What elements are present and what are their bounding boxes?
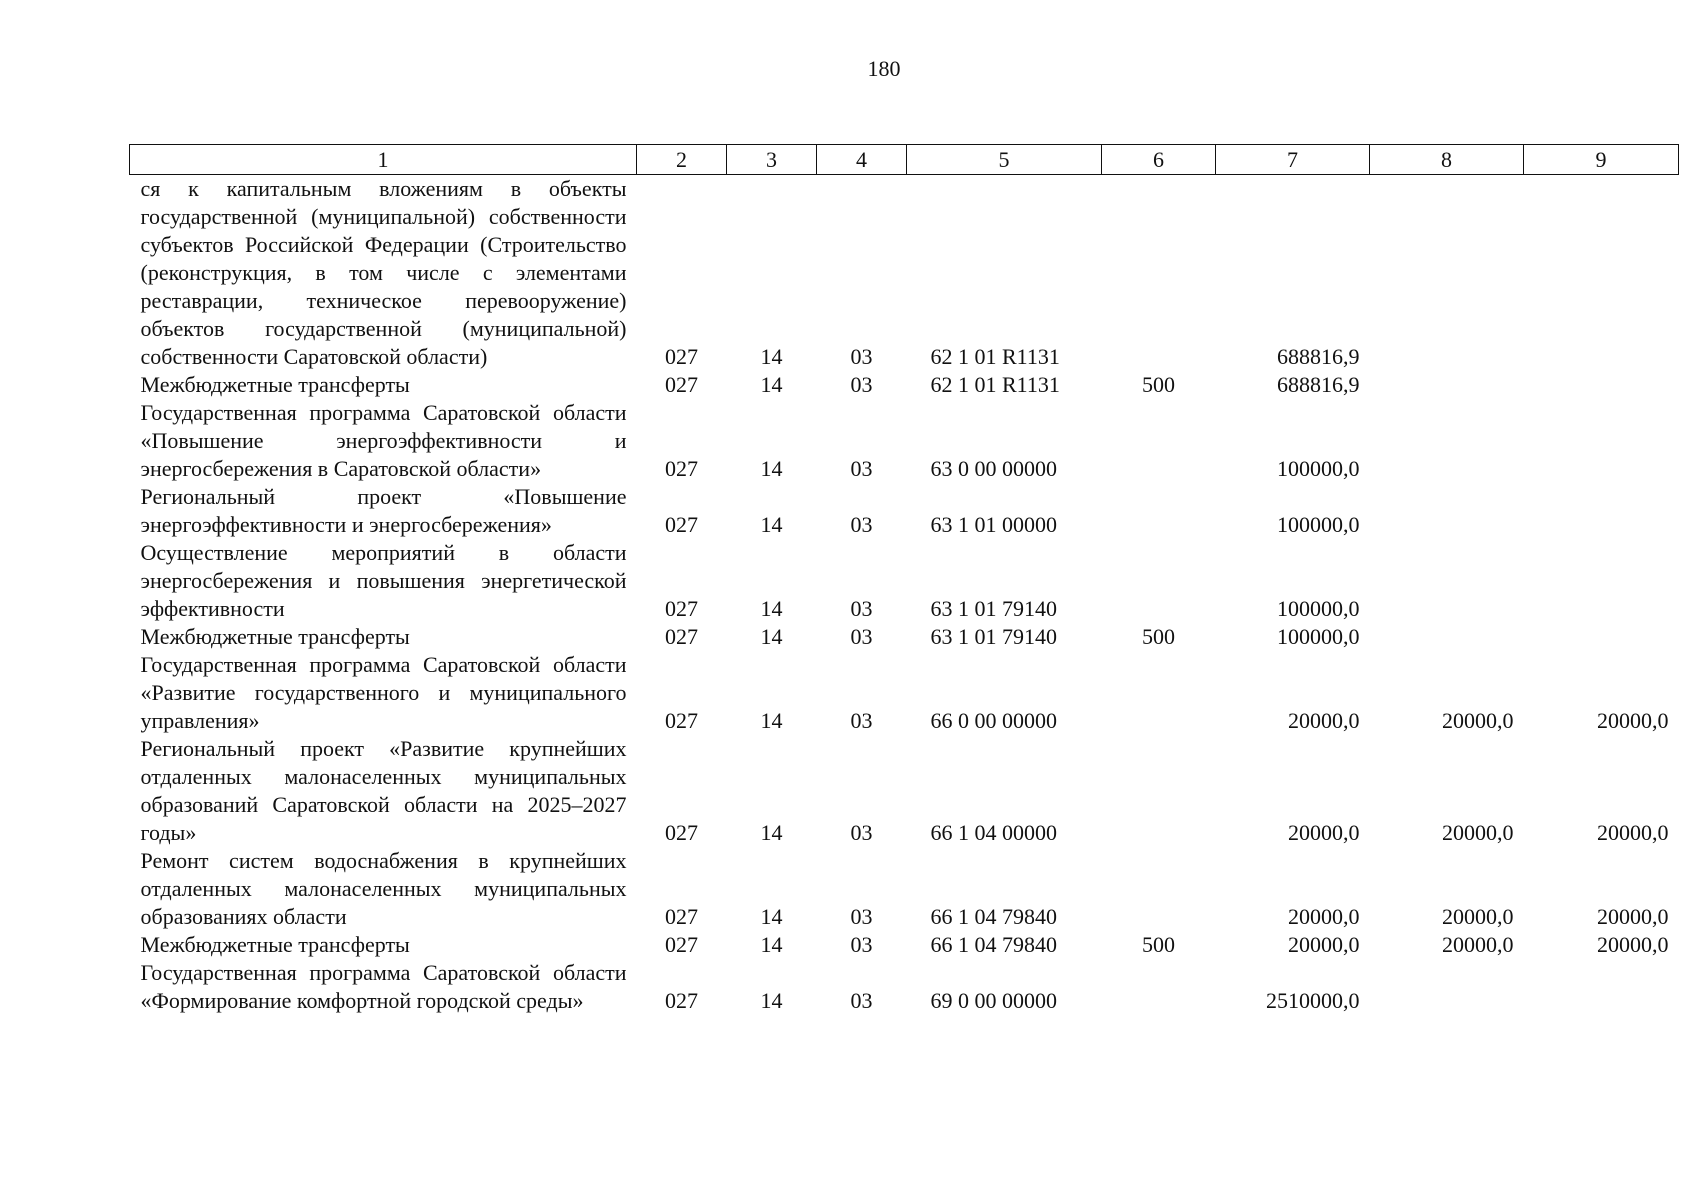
amount-col-7: 20000,0: [1288, 708, 1360, 733]
column-header: 8: [1370, 145, 1524, 175]
column-header: 5: [907, 145, 1102, 175]
item-name: Ремонт систем водоснабжения в крупнейших отдаленных малонаселенных муниципальных образованиях области: [140, 848, 627, 929]
table-row: [130, 483, 1679, 539]
column-number-row: [130, 145, 1679, 175]
target-article-code: 63 1 01 79140: [930, 596, 1057, 621]
column-header: 2: [637, 145, 727, 175]
target-article-code: 66 1 04 79840: [930, 932, 1057, 957]
item-name: Осуществление мероприятий в области энергосбережения и повышения энергетической эффективности: [140, 540, 627, 621]
table-row: [130, 959, 1679, 1015]
section-code: 14: [760, 512, 783, 537]
subsection-code: 03: [850, 456, 873, 481]
amount-col-7: 20000,0: [1288, 932, 1360, 957]
ministry-code: 027: [665, 988, 698, 1013]
subsection-code: 03: [850, 372, 873, 397]
target-article-code: 66 1 04 00000: [930, 820, 1057, 845]
amount-col-8: [1370, 623, 1524, 651]
amount-col-9: 20000,0: [1597, 820, 1669, 845]
section-code: 14: [760, 904, 783, 929]
amount-col-9: 20000,0: [1597, 904, 1669, 929]
subsection-code: 03: [850, 932, 873, 957]
column-header: 7: [1216, 145, 1370, 175]
amount-col-7: 688816,9: [1277, 372, 1360, 397]
subsection-code: 03: [850, 820, 873, 845]
subsection-code: 03: [850, 512, 873, 537]
amount-col-8: 20000,0: [1442, 708, 1514, 733]
amount-col-9: [1524, 175, 1679, 372]
expense-type-code: [1102, 399, 1216, 483]
item-name: Межбюджетные трансферты: [140, 624, 410, 649]
item-name: Региональный проект «Повышение энергоэффективности и энергосбережения»: [140, 484, 627, 537]
ministry-code: 027: [665, 456, 698, 481]
budget-table: [129, 144, 1679, 1015]
target-article-code: 62 1 01 R1131: [930, 344, 1060, 369]
expense-type-code: 500: [1142, 372, 1175, 397]
column-header: 6: [1102, 145, 1216, 175]
ministry-code: 027: [665, 344, 698, 369]
expense-type-code: 500: [1142, 624, 1175, 649]
expense-type-code: [1102, 483, 1216, 539]
column-header: 3: [727, 145, 817, 175]
amount-col-7: 20000,0: [1288, 820, 1360, 845]
amount-col-8: [1370, 371, 1524, 399]
section-code: 14: [760, 372, 783, 397]
amount-col-8: 20000,0: [1442, 904, 1514, 929]
amount-col-9: 20000,0: [1597, 708, 1669, 733]
section-code: 14: [760, 988, 783, 1013]
amount-col-9: [1524, 399, 1679, 483]
ministry-code: 027: [665, 596, 698, 621]
table-row: [130, 735, 1679, 847]
amount-col-7: 100000,0: [1277, 596, 1360, 621]
page-number: 180: [867, 56, 901, 81]
expense-type-code: [1102, 735, 1216, 847]
item-name: Государственная программа Саратовской области «Развитие государственного и муниципального управления»: [140, 652, 627, 733]
section-code: 14: [760, 820, 783, 845]
item-name: Государственная программа Саратовской области «Формирование комфортной городской среды»: [140, 960, 627, 1013]
amount-col-7: 100000,0: [1277, 624, 1360, 649]
item-name: ся к капитальным вложениям в объекты государственной (муниципальной) собственности субъектов Российской Федерации (Строительство (реконструкция, в том числе с элементами реставрации, техническое перевооружение) объектов государственной (муниципальной) собственности Саратовской области): [140, 176, 627, 369]
ministry-code: 027: [665, 904, 698, 929]
subsection-code: 03: [850, 988, 873, 1013]
amount-col-9: [1524, 539, 1679, 623]
expense-type-code: 500: [1142, 932, 1175, 957]
ministry-code: 027: [665, 932, 698, 957]
column-header: 1: [130, 145, 637, 175]
item-name: Государственная программа Саратовской области «Повышение энергоэффективности и энергосбережения в Саратовской области»: [140, 400, 627, 481]
ministry-code: 027: [665, 708, 698, 733]
column-header: 4: [817, 145, 907, 175]
expense-type-code: [1102, 651, 1216, 735]
subsection-code: 03: [850, 344, 873, 369]
expense-type-code: [1102, 959, 1216, 1015]
amount-col-8: [1370, 175, 1524, 372]
target-article-code: 66 0 00 00000: [930, 708, 1057, 733]
table-row: [130, 371, 1679, 399]
section-code: 14: [760, 456, 783, 481]
subsection-code: 03: [850, 708, 873, 733]
table-row: [130, 651, 1679, 735]
subsection-code: 03: [850, 624, 873, 649]
expense-type-code: [1102, 539, 1216, 623]
section-code: 14: [760, 596, 783, 621]
amount-col-9: 20000,0: [1597, 932, 1669, 957]
table-row: [130, 399, 1679, 483]
amount-col-7: 2510000,0: [1266, 988, 1360, 1013]
amount-col-7: 100000,0: [1277, 512, 1360, 537]
target-article-code: 62 1 01 R1131: [930, 372, 1060, 397]
target-article-code: 63 1 01 00000: [930, 512, 1057, 537]
amount-col-8: 20000,0: [1442, 932, 1514, 957]
expense-type-code: [1102, 175, 1216, 372]
section-code: 14: [760, 624, 783, 649]
target-article-code: 66 1 04 79840: [930, 904, 1057, 929]
table-body: [130, 175, 1679, 1016]
amount-col-8: [1370, 539, 1524, 623]
item-name: Межбюджетные трансферты: [140, 372, 410, 397]
amount-col-9: [1524, 623, 1679, 651]
ministry-code: 027: [665, 820, 698, 845]
table-row: [130, 623, 1679, 651]
amount-col-8: 20000,0: [1442, 820, 1514, 845]
section-code: 14: [760, 708, 783, 733]
amount-col-9: [1524, 483, 1679, 539]
section-code: 14: [760, 344, 783, 369]
ministry-code: 027: [665, 372, 698, 397]
amount-col-7: 20000,0: [1288, 904, 1360, 929]
expense-type-code: [1102, 847, 1216, 931]
table-row: [130, 539, 1679, 623]
ministry-code: 027: [665, 624, 698, 649]
table-row: [130, 847, 1679, 931]
item-name: Региональный проект «Развитие крупнейших отдаленных малонаселенных муниципальных образований Саратовской области на 2025–2027 годы»: [140, 736, 627, 845]
target-article-code: 63 1 01 79140: [930, 624, 1057, 649]
amount-col-9: [1524, 371, 1679, 399]
subsection-code: 03: [850, 904, 873, 929]
amount-col-8: [1370, 399, 1524, 483]
amount-col-8: [1370, 483, 1524, 539]
target-article-code: 63 0 00 00000: [930, 456, 1057, 481]
amount-col-7: 688816,9: [1277, 344, 1360, 369]
amount-col-9: [1524, 959, 1679, 1015]
column-header: 9: [1524, 145, 1679, 175]
item-name: Межбюджетные трансферты: [140, 932, 410, 957]
section-code: 14: [760, 932, 783, 957]
ministry-code: 027: [665, 512, 698, 537]
amount-col-8: [1370, 959, 1524, 1015]
amount-col-7: 100000,0: [1277, 456, 1360, 481]
table-row: [130, 175, 1679, 372]
subsection-code: 03: [850, 596, 873, 621]
target-article-code: 69 0 00 00000: [930, 988, 1057, 1013]
table-row: [130, 931, 1679, 959]
